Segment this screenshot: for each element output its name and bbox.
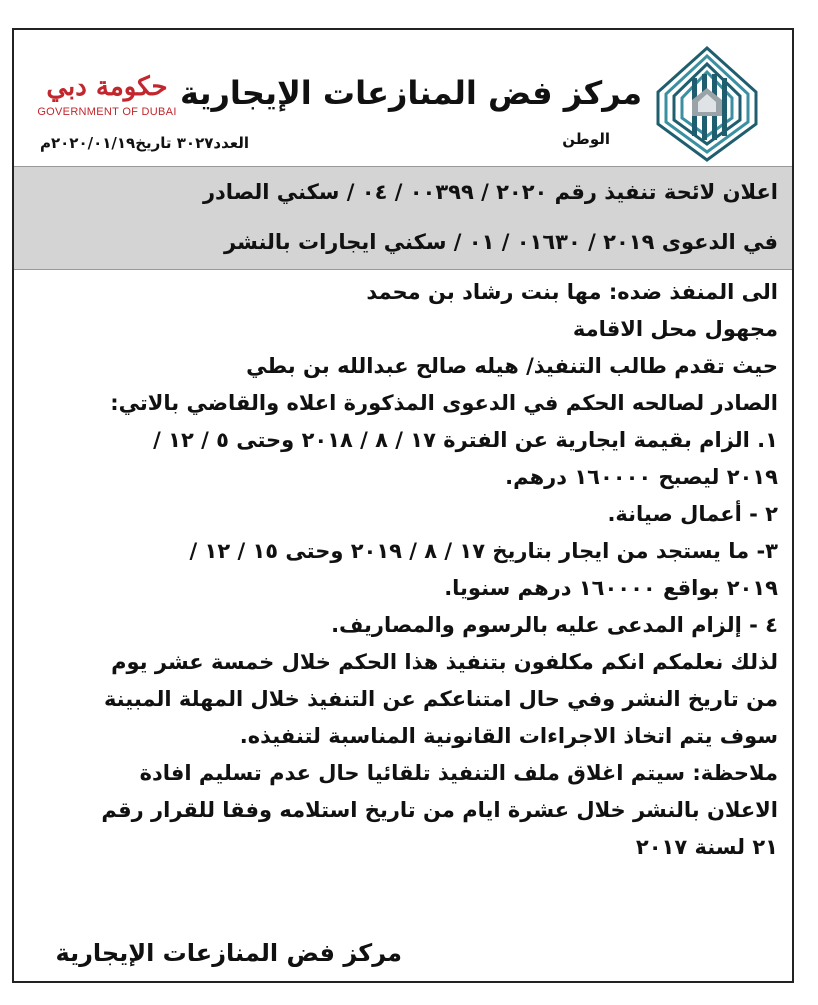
notice-banner xyxy=(14,166,792,270)
body-line: حيث تقدم طالب التنفيذ/ هيله صالح عبدالله بن بطي xyxy=(246,354,778,378)
body-line: الاعلان بالنشر خلال عشرة ايام من تاريخ استلامه وفقا للقرار رقم xyxy=(101,798,778,822)
center-title: مركز فض المنازعات الإيجارية xyxy=(180,74,642,112)
gov-logo-english: GOVERNMENT OF DUBAI xyxy=(37,106,177,118)
notice-header xyxy=(14,30,792,170)
banner-line-2: في الدعوى ٢٠١٩ / ٠١٦٣٠ / ٠١ / سكني ايجارات بالنشر xyxy=(224,230,778,254)
banner-line-1: اعلان لائحة تنفيذ رقم ٢٠٢٠ / ٠٠٣٩٩ / ٠٤ / سكني الصادر xyxy=(202,180,778,204)
body-line: الصادر لصالحه الحكم في الدعوى المذكورة اعلاه والقاضي بالاتي: xyxy=(110,391,778,415)
body-line: ٢ - أعمال صيانة. xyxy=(607,502,778,526)
body-line: ١. الزام بقيمة ايجارية عن الفترة ١٧ / ٨ / ٢٠١٨ وحتى ٥ / ١٢ / xyxy=(153,428,778,452)
notice-frame xyxy=(12,28,794,983)
body-line: ٣- ما يستجد من ايجار بتاريخ ١٧ / ٨ / ٢٠١٩ وحتى ١٥ / ١٢ / xyxy=(189,539,778,563)
body-line: ٤ - إلزام المدعى عليه بالرسوم والمصاريف. xyxy=(331,613,778,637)
body-line: ٢١ لسنة ٢٠١٧ xyxy=(635,835,778,859)
body-line: الى المنفذ ضده: مها بنت رشاد بن محمد xyxy=(366,280,778,304)
body-line: سوف يتم اتخاذ الاجراءات القانونية المناسبة لتنفيذه. xyxy=(239,724,778,748)
rdc-logo-icon xyxy=(652,44,762,164)
notice-body xyxy=(14,274,792,866)
issue-date: العدد٣٠٢٧ تاريخ٢٠٢٠/٠١/١٩م xyxy=(40,134,250,152)
body-line: ٢٠١٩ ليصبح ١٦٠٠٠٠ درهم. xyxy=(505,465,778,489)
government-of-dubai-logo xyxy=(32,70,182,140)
body-line: لذلك نعلمكم انكم مكلفون بتنفيذ هذا الحكم خلال خمسة عشر يوم xyxy=(111,650,778,674)
body-line: مجهول محل الاقامة xyxy=(572,317,778,341)
signature: مركز فض المنازعات الإيجارية xyxy=(55,939,402,967)
body-line: ٢٠١٩ بواقع ١٦٠٠٠٠ درهم سنويا. xyxy=(444,576,778,600)
body-line: من تاريخ النشر وفي حال امتناعكم عن التنفيذ خلال المهلة المبينة xyxy=(103,687,778,711)
body-line: ملاحظة: سيتم اغلاق ملف التنفيذ تلقائيا حال عدم تسليم افادة xyxy=(139,761,778,785)
gov-logo-arabic: حكومة دبي xyxy=(46,72,168,102)
newspaper-name: الوطن xyxy=(562,130,610,148)
